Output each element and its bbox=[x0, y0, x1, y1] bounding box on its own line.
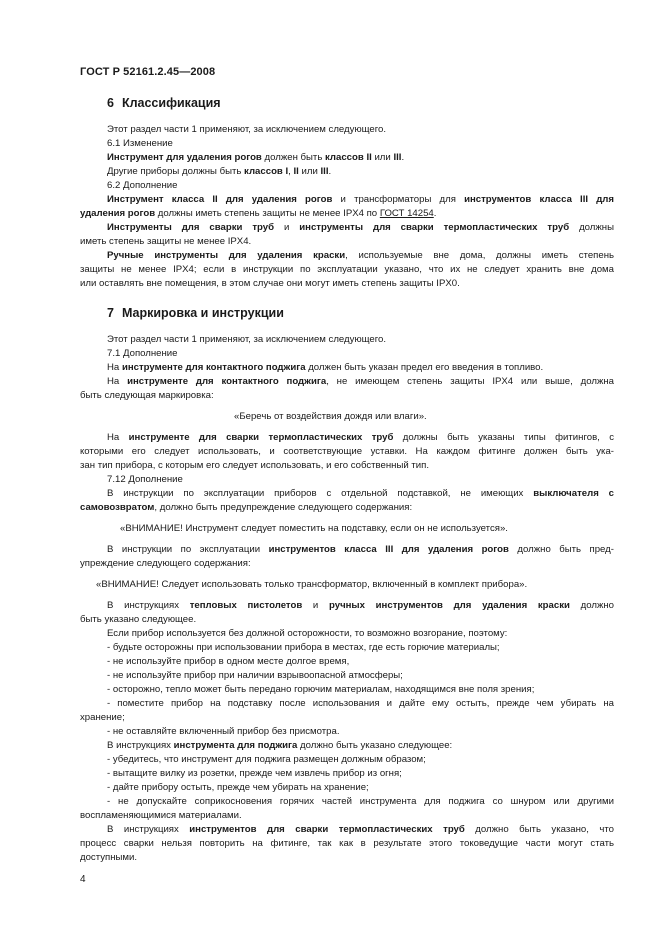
text-segment: «ВНИМАНИЕ! Следует использовать только трансформатор, включенный в комплект прибора». bbox=[96, 579, 528, 590]
paragraph-line bbox=[80, 236, 614, 248]
warning-quote bbox=[96, 579, 527, 591]
defined-term: III bbox=[393, 152, 402, 163]
list-item bbox=[107, 726, 614, 738]
text-segment: - будьте осторожны при использовании прибора в местах, где есть горючие материалы; bbox=[107, 642, 500, 653]
paragraph-line bbox=[80, 558, 614, 570]
section-title: Маркировка и инструкции bbox=[121, 306, 284, 320]
defined-term: тепловых пистолетов bbox=[189, 600, 303, 611]
text-segment: . bbox=[433, 208, 437, 219]
text-segment: - убедитесь, что инструмент для поджига размещен должным образом; bbox=[107, 754, 426, 765]
paragraph-line bbox=[107, 362, 614, 374]
text-segment: должен быть указан предел его введения в топливо. bbox=[305, 362, 544, 373]
defined-term: ручных инструментов для удаления краски bbox=[329, 600, 570, 611]
clause-heading bbox=[107, 138, 614, 150]
paragraph-line bbox=[80, 278, 614, 290]
text-segment: должны иметь степень защиты не менее IPX4 по bbox=[155, 208, 380, 219]
defined-term: классов I bbox=[244, 166, 289, 177]
list-item bbox=[107, 782, 614, 794]
section-title: Классификация bbox=[121, 96, 221, 110]
text-segment: которыми его следует использовать, и соответствующие уставки. На каждом фитинге должен быть ука- bbox=[80, 446, 614, 457]
text-segment: Если прибор используется без должной осторожности, то возможно возгорание, поэтому: bbox=[107, 628, 508, 639]
text-segment: В инструкции по эксплуатации приборов с отдельной подставкой, не имеющих bbox=[107, 488, 534, 499]
text-segment: На bbox=[107, 432, 129, 443]
defined-term: Ручные инструменты для удаления краски bbox=[107, 250, 346, 261]
defined-term: инструменте для контактного поджига bbox=[121, 362, 306, 373]
paragraph-line bbox=[107, 376, 614, 388]
page-number: 4 bbox=[80, 874, 86, 885]
paragraph-line bbox=[107, 432, 614, 444]
paragraph-line bbox=[80, 208, 614, 220]
text-segment: В инструкции по эксплуатации bbox=[107, 544, 269, 555]
paragraph-line bbox=[107, 250, 614, 262]
paragraph-line bbox=[107, 740, 614, 752]
defined-term: Инструмент класса II для удаления рогов bbox=[107, 194, 333, 205]
paragraph-line bbox=[80, 852, 614, 864]
list-item bbox=[107, 754, 614, 766]
paragraph-line bbox=[107, 124, 614, 136]
text-segment: и трансформаторы для bbox=[332, 194, 465, 205]
text-segment: - не используйте прибор при наличии взрывоопасной атмосферы; bbox=[107, 670, 403, 681]
paragraph-line bbox=[80, 460, 614, 472]
text-segment: - осторожно, тепло может быть передано горючим материалам, находящимся вне поля зрения; bbox=[107, 684, 535, 695]
text-segment: На bbox=[107, 362, 122, 373]
text-segment: воспламеняющимися материалами. bbox=[80, 810, 242, 821]
defined-term: Инструменты для сварки труб bbox=[107, 222, 275, 233]
text-segment: или bbox=[298, 166, 321, 177]
list-item bbox=[107, 684, 614, 696]
paragraph-line bbox=[107, 152, 614, 164]
paragraph-line bbox=[80, 614, 614, 626]
text-segment: должно быть пред- bbox=[508, 544, 614, 555]
defined-term: инструмента для поджига bbox=[173, 740, 298, 751]
text-segment: или bbox=[371, 152, 394, 163]
clause-heading bbox=[107, 348, 614, 360]
paragraph-line bbox=[107, 600, 614, 612]
defined-term: инструменте для сварки термопластических труб bbox=[128, 432, 394, 443]
clause-heading bbox=[107, 180, 614, 192]
text-segment: Другие приборы должны быть bbox=[107, 166, 245, 177]
text-segment: защиты не менее IPX4; если в инструкции по эксплуатации указано, что их не следует хранить вне дома bbox=[80, 264, 614, 275]
paragraph-line bbox=[107, 166, 614, 178]
list-item bbox=[107, 670, 614, 682]
warning-quote bbox=[120, 523, 508, 535]
text-segment: . bbox=[328, 166, 332, 177]
text-segment: быть указано следующее. bbox=[80, 614, 197, 625]
paragraph-line bbox=[80, 390, 614, 402]
text-segment: 7.12 Дополнение bbox=[107, 474, 183, 485]
list-item bbox=[80, 810, 614, 822]
text-segment: должно быть указано следующее: bbox=[297, 740, 453, 751]
text-segment: и bbox=[302, 600, 329, 611]
text-segment: или оставлять вне помещения, в этом случае они могут иметь степень защиты IPX0. bbox=[80, 278, 460, 289]
defined-term: инструменты для сварки термопластических труб bbox=[299, 222, 570, 233]
text-segment: быть следующая маркировка: bbox=[80, 390, 214, 401]
text-segment: должно bbox=[569, 600, 614, 611]
text-segment: должны bbox=[569, 222, 614, 233]
text-segment: доступными. bbox=[80, 852, 138, 863]
text-segment: и bbox=[274, 222, 300, 233]
text-segment: , bbox=[288, 166, 294, 177]
defined-term: выключателя с bbox=[533, 488, 614, 499]
paragraph-line bbox=[107, 222, 614, 234]
defined-term: инструментов класса III для удаления рогов bbox=[268, 544, 509, 555]
paragraph-line bbox=[107, 334, 614, 346]
paragraph-line bbox=[80, 838, 614, 850]
text-segment: 6.2 Дополнение bbox=[107, 180, 178, 191]
text-segment: должно быть указано, что bbox=[464, 824, 614, 835]
text-segment: «ВНИМАНИЕ! Инструмент следует поместить на подставку, если он не используется». bbox=[120, 523, 508, 534]
section-number: 7 bbox=[107, 306, 114, 320]
defined-term: III bbox=[320, 166, 329, 177]
list-item bbox=[107, 768, 614, 780]
text-segment: - не допускайте соприкосновения горячих частей инструмента для поджига со шнуром или другими bbox=[107, 796, 614, 807]
section-number: 6 bbox=[107, 96, 114, 110]
text-segment: , не имеющем степень защиты IPX4 или выше, должна bbox=[326, 376, 614, 387]
section-heading-7 bbox=[107, 306, 284, 320]
defined-term: Инструмент для удаления рогов bbox=[107, 152, 262, 163]
text-segment: Этот раздел части 1 применяют, за исключением следующего. bbox=[107, 334, 387, 345]
paragraph-line bbox=[80, 264, 614, 276]
defined-term: инструментов класса III для bbox=[464, 194, 614, 205]
clause-heading bbox=[107, 474, 614, 486]
list-item bbox=[107, 656, 614, 668]
text-segment: - не используйте прибор в одном месте долгое время, bbox=[107, 656, 350, 667]
defined-term: II bbox=[293, 166, 299, 177]
list-item bbox=[107, 698, 614, 710]
defined-term: удаления рогов bbox=[80, 208, 156, 219]
paragraph-line bbox=[107, 488, 614, 500]
paragraph-line bbox=[107, 194, 614, 206]
text-segment: зан тип прибора, с которым его следует использовать, и его собственный тип. bbox=[80, 460, 430, 471]
section-heading-6 bbox=[107, 96, 221, 110]
text-segment: В инструкциях bbox=[107, 600, 190, 611]
text-segment: «Беречь от воздействия дождя или влаги». bbox=[234, 411, 427, 422]
paragraph-line bbox=[107, 824, 614, 836]
text-segment: - поместите прибор на подставку после использования и дайте ему остыть, прежде чем убирать на bbox=[107, 698, 614, 709]
text-segment: В инструкциях bbox=[107, 824, 190, 835]
text-segment: упреждение следующего содержания: bbox=[80, 558, 251, 569]
text-segment: . bbox=[401, 152, 405, 163]
text-segment: 6.1 Изменение bbox=[107, 138, 173, 149]
list-item bbox=[107, 796, 614, 808]
defined-term: инструменте для контактного поджига bbox=[127, 376, 327, 387]
list-item bbox=[107, 642, 614, 654]
standard-reference-link: ГОСТ 14254 bbox=[379, 208, 434, 219]
text-segment: должен быть bbox=[261, 152, 325, 163]
text-segment: иметь степень защиты не менее IPX4. bbox=[80, 236, 252, 247]
defined-term: классов II bbox=[325, 152, 372, 163]
paragraph-line bbox=[80, 502, 614, 514]
paragraph-line bbox=[80, 446, 614, 458]
text-segment: должны быть указаны типы фитингов, с bbox=[393, 432, 614, 443]
marking-quote bbox=[234, 411, 427, 423]
text-segment: процесс сварки нельзя повторить на фитинге, так как в результате этого токоведущие части могут стать bbox=[80, 838, 614, 849]
text-segment: - дайте прибору остыть, прежде чем убирать на хранение; bbox=[107, 782, 369, 793]
list-item bbox=[80, 712, 614, 724]
text-segment: , используемые вне дома, должны иметь степень bbox=[345, 250, 614, 261]
paragraph-line bbox=[107, 628, 614, 640]
text-segment: В инструкциях bbox=[107, 740, 174, 751]
text-segment: 7.1 Дополнение bbox=[107, 348, 178, 359]
text-segment: - вытащите вилку из розетки, прежде чем извлечь прибор из огня; bbox=[107, 768, 402, 779]
text-segment: хранение; bbox=[80, 712, 125, 723]
defined-term: самовозвратом bbox=[80, 502, 155, 513]
text-segment: На bbox=[107, 376, 128, 387]
defined-term: инструментов для сварки термопластических труб bbox=[189, 824, 465, 835]
text-segment: , должно быть предупреждение следующего содержания: bbox=[154, 502, 413, 513]
text-segment: Этот раздел части 1 применяют, за исключением следующего. bbox=[107, 124, 387, 135]
text-segment: - не оставляйте включенный прибор без присмотра. bbox=[107, 726, 340, 737]
paragraph-line bbox=[107, 544, 614, 556]
document-header: ГОСТ Р 52161.2.45—2008 bbox=[80, 66, 216, 78]
